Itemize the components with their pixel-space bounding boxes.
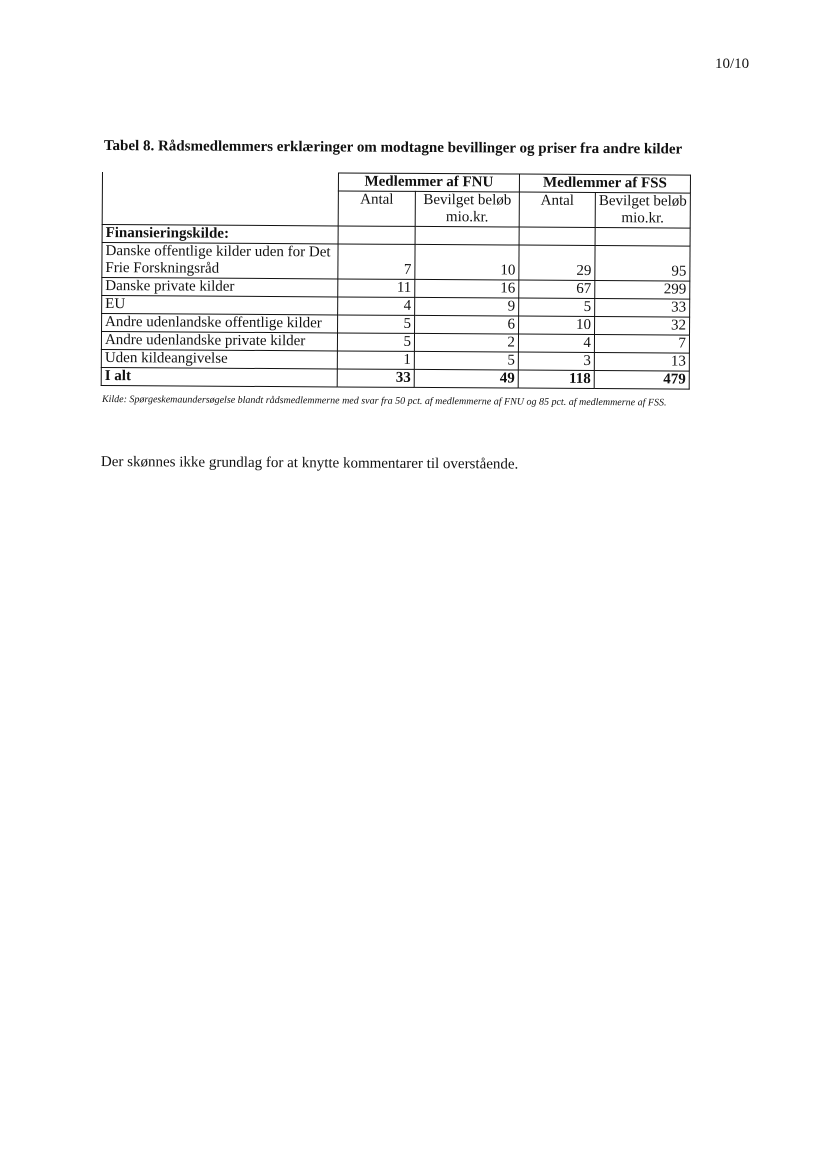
sub-header-fss-belob: Bevilget beløb mio.kr. [595,193,690,229]
sub-header-fss-antal: Antal [519,192,595,227]
funding-table [101,171,691,390]
section-label: Finansieringskilde: [102,225,338,244]
table-group-header-row [102,172,690,194]
cell-fss-antal: 4 [518,334,594,352]
cell-fss-belob: 7 [594,335,689,354]
cell-fnu-belob: 5 [414,351,518,370]
cell-fss-antal: 67 [519,280,595,298]
table-container [101,171,691,390]
row-label: Andre udenlandske offentlige kilder [102,314,338,333]
body-paragraph: Der skønnes ikke grundlag for at knytte kommentarer til overstående. [100,454,519,473]
cell-fnu-belob: 16 [415,279,519,298]
cell-fss-antal: 29 [519,245,595,280]
row-label: Uden kildeangivelse [101,349,337,368]
cell-fnu-antal: 4 [338,297,415,315]
total-label: I alt [101,367,337,386]
table-source-note: Kilde: Spørgeskemaundersøgelse blandt rådsmedlemmerne med svar fra 50 pct. af medlemmerne af FNU og 85 pct. af medlemmerne af FSS. [101,393,667,409]
cell-fnu-antal: 11 [338,279,415,297]
row-label: Andre udenlandske private kilder [101,332,337,351]
cell-fnu-belob: 9 [415,297,519,316]
cell-fss-belob: 299 [595,281,690,300]
table-row [102,243,690,282]
cell-fnu-belob: 10 [415,244,519,280]
cell-fnu-antal: 5 [338,315,415,333]
row-label: EU [102,296,338,315]
cell-fnu-antal: 7 [338,244,415,279]
group-header-fss: Medlemmer af FSS [519,174,690,193]
cell-fss-belob: 32 [595,317,690,336]
total-fnu-belob: 49 [414,369,518,388]
cell-fss-antal: 10 [519,316,595,334]
page-number: 10/10 [715,56,750,72]
cell-fss-belob: 95 [595,246,690,282]
cell-fnu-belob: 6 [415,315,519,334]
cell-fss-belob: 13 [594,353,689,372]
cell-fnu-antal: 1 [337,351,414,369]
empty-header-cell [102,172,338,226]
cell-fnu-antal: 5 [337,333,414,351]
table-total-row [101,367,689,389]
sub-header-fnu-antal: Antal [338,191,415,226]
total-fss-belob: 479 [594,371,689,390]
cell-fss-antal: 3 [518,352,594,370]
cell-fss-antal: 5 [519,298,595,316]
cell-fnu-belob: 2 [414,333,518,352]
row-label: Danske offentlige kilder uden for Det Frie Forskningsråd [102,243,338,279]
row-label: Danske private kilder [102,278,338,297]
total-fnu-antal: 33 [337,369,414,387]
cell-fss-belob: 33 [595,299,690,318]
group-header-fnu: Medlemmer af FNU [338,173,519,192]
table-title: Tabel 8. Rådsmedlemmers erklæringer om modtagne bevillinger og priser fra andre kilder [103,138,683,158]
sub-header-fnu-belob: Bevilget beløb mio.kr. [415,191,519,227]
total-fss-antal: 118 [518,370,594,388]
